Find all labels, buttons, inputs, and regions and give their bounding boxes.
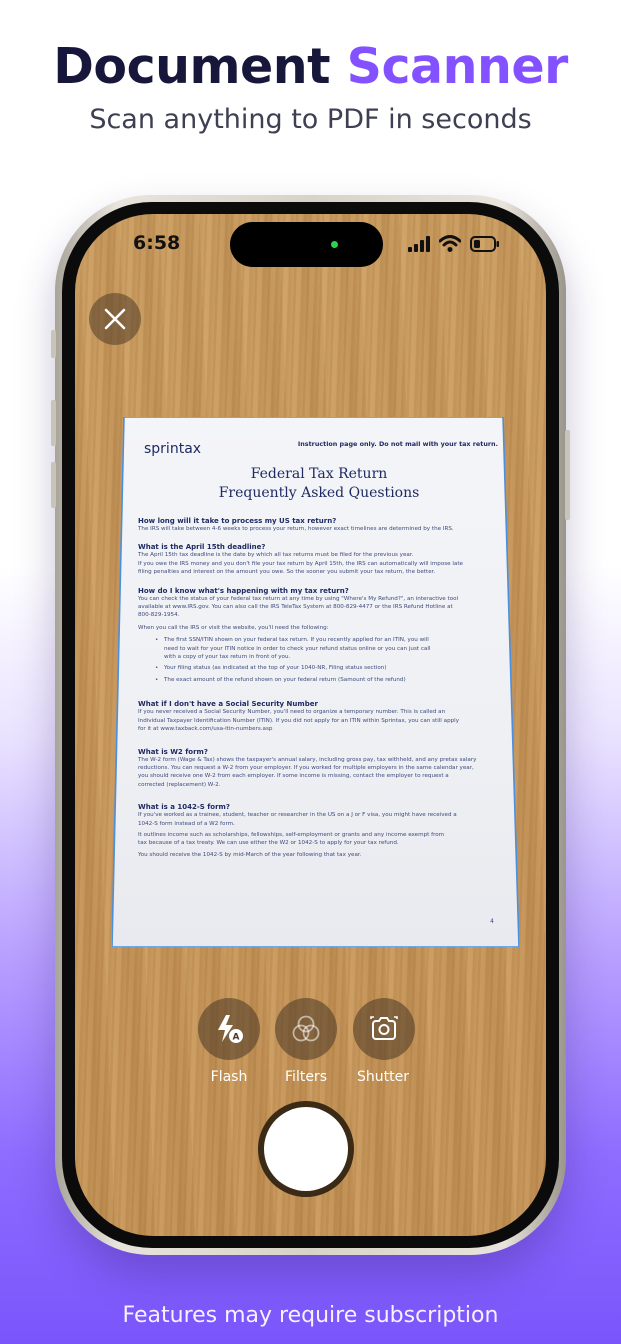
page-title xyxy=(0,38,621,95)
faq-answer: tax because of a tax treaty. We can use either the W2 or 1042-S to apply for your tax refund. xyxy=(138,840,399,847)
status-time: 6:58 xyxy=(133,232,181,254)
flash-label: Flash xyxy=(210,1069,248,1085)
close-button[interactable] xyxy=(89,293,141,345)
faq-bullet: • Your filing status (as indicated at the top of your 1040-NR, Filing status section) xyxy=(138,664,494,672)
footer-note: Features may require subscription xyxy=(122,1303,499,1328)
title-main: Document xyxy=(53,38,331,95)
faq-answer: You should receive the 1042-S by mid-March of the year following that tax year. xyxy=(138,851,362,858)
faq-bullet-cont: with a copy of your tax return in front of you. xyxy=(164,654,291,661)
document-title-line1: Federal Tax Return xyxy=(250,466,388,482)
camera-indicator-dot xyxy=(331,241,338,248)
shutter-mode-button[interactable] xyxy=(353,998,415,1060)
close-icon xyxy=(104,308,126,330)
page-number: 4 xyxy=(490,918,494,925)
faq-answer: you should receive one W-2 from each employer. If some income is missing, contact the employer to request a xyxy=(138,773,449,780)
capture-button[interactable] xyxy=(258,1101,354,1197)
faq-answer: If you've worked as a trainee, student, teacher or researcher in the US on a J or F visa, you might have received a xyxy=(138,812,457,819)
filters-label: Filters xyxy=(285,1069,327,1085)
document-logo: sprintax xyxy=(144,441,202,457)
faq-answer: The W-2 form (Wage & Tax) shows the taxpayer's annual salary, including gross pay, tax withheld, and any pretax salary xyxy=(138,756,477,763)
faq-bullet-cont: need to wait for your ITIN notice in order to check your refund status online or you can just call xyxy=(164,645,431,652)
faq-answer: You can check the status of your federal tax return at any time by using "Where's My Refund?", an interactive tool xyxy=(138,595,459,602)
faq-answer: available at www.IRS.gov. You can also call the IRS TeleTax System at 800-829-4477 or the IRS Refund Hotline at xyxy=(138,604,453,611)
phone-volume-up-button xyxy=(51,400,56,446)
document-content xyxy=(134,435,498,935)
faq-question: How long will it take to process my US tax return? xyxy=(138,517,337,525)
flash-auto-icon xyxy=(212,1012,246,1046)
wifi-icon xyxy=(439,235,461,252)
filters-button[interactable] xyxy=(275,998,337,1060)
faq-question: What is a 1042-S form? xyxy=(138,803,230,812)
status-icons xyxy=(408,234,508,254)
capture-button-inner xyxy=(264,1107,348,1191)
faq-answer: The April 15th tax deadline is the date by which all tax returns must be filed for the previous year. xyxy=(138,552,414,559)
faq-bullet: • The first SSN/ITIN shown on your federal tax return. If you recently applied for an ITIN, you will xyxy=(138,636,494,644)
battery-icon xyxy=(470,236,500,252)
faq-answer: If you never received a Social Security Number, you'll need to organize a temporary number. This is called an xyxy=(138,709,446,716)
phone-action-button xyxy=(51,330,56,358)
faq-bullet: • The exact amount of the refund shown on your federal return (Samount of the refund) xyxy=(138,676,494,684)
signal-icon xyxy=(408,236,432,252)
subtitle: Scan anything to PDF in seconds xyxy=(89,104,532,135)
document-title-line2: Frequently Asked Questions xyxy=(218,485,420,501)
document-note: Instruction page only. Do not mail with your tax return. xyxy=(297,440,498,448)
flash-button[interactable] xyxy=(198,998,260,1060)
faq-answer: corrected (replacement) W-2. xyxy=(138,781,221,788)
faq-answer: 800-829-1954. xyxy=(138,612,180,619)
faq-answer: reductions. You can request a W-2 from your employer. If you worked for multiple employers in the same calendar year, xyxy=(138,764,474,771)
title-accent: Scanner xyxy=(346,38,568,95)
faq-answer: Individual Taxpayer Identification Number (ITIN). If you did not apply for an ITIN within Sprintax, you can still apply xyxy=(138,717,460,724)
faq-question: What is W2 form? xyxy=(138,747,208,756)
phone-power-button xyxy=(565,430,570,520)
camera-icon xyxy=(369,1014,399,1044)
dynamic-island xyxy=(230,222,383,267)
faq-answer: It outlines income such as scholarships, fellowships, self-employment or grants and any income exempt from xyxy=(138,831,445,838)
scanned-document xyxy=(112,417,519,947)
camera-viewfinder xyxy=(75,214,546,1236)
faq-answer: If you owe the IRS money and you don't file your tax return by April 15th, the IRS can automatically will impose late xyxy=(138,560,463,567)
faq-answer: filing penalties and interest on the amount you owe. So the sooner you submit your tax return, the better. xyxy=(138,569,436,576)
phone-volume-down-button xyxy=(51,462,56,508)
faq-answer: When you call the IRS or visit the website, you'll need the following: xyxy=(138,624,329,631)
faq-question: What if I don't have a Social Security Number xyxy=(138,700,318,709)
faq-answer: for it at www.taxback.com/usa-itin-numbers.asp xyxy=(138,726,273,733)
filters-icon xyxy=(289,1012,323,1046)
faq-answer: 1042-S form instead of a W2 form. xyxy=(138,820,235,827)
shutter-label: Shutter xyxy=(357,1069,409,1085)
document-title xyxy=(134,465,504,503)
faq-answer: The IRS will take between 4-6 weeks to process your return, however exact timelines are determined by the IRS. xyxy=(138,526,454,532)
faq-question: What is the April 15th deadline? xyxy=(138,543,266,552)
document-body xyxy=(138,517,494,859)
faq-question: How do I know what's happening with my tax return? xyxy=(138,586,349,595)
svg-text:A: A xyxy=(232,1032,240,1043)
